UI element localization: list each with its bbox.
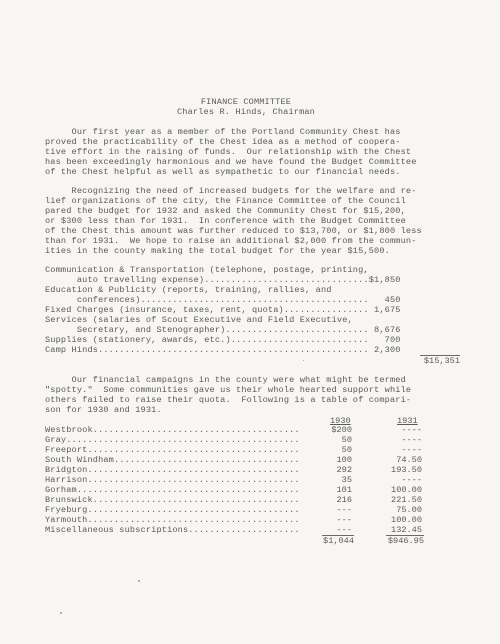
text-line: has been exceedingly harmonious and we have found the Budget Committee xyxy=(45,157,417,167)
chairman-line: Charles R. Hinds, Chairman xyxy=(177,107,315,117)
section-title: FINANCE COMMITTEE xyxy=(200,97,292,107)
budget-line: Supplies (stationery, awards, etc.).......................... 700 xyxy=(45,335,401,345)
town-name: Bridgton........................................ xyxy=(45,465,300,475)
budget-line: Fixed Charges (insurance, taxes, rent, quota)................ 1,675 xyxy=(45,305,401,315)
town-name: Yarmouth........................................ xyxy=(45,515,300,525)
value-1931: 132.45 xyxy=(391,525,422,535)
value-1931: 100.00 xyxy=(391,515,422,525)
town-name: Miscellaneous subscriptions..................... xyxy=(45,525,300,535)
town-name: South Windham................................... xyxy=(45,455,300,465)
header-1931: 1931 xyxy=(397,416,418,426)
value-1930: 50 xyxy=(341,445,352,455)
town-name: Gorham.......................................... xyxy=(45,485,300,495)
text-line: lief organizations of the city, the Finance Committee of the Council xyxy=(45,196,406,206)
value-1931: 75.00 xyxy=(396,505,422,515)
header-1930: 1930 xyxy=(330,416,351,426)
value-1931: 193.50 xyxy=(391,465,422,475)
scan-speck xyxy=(60,612,62,614)
town-name: Freeport........................................ xyxy=(45,445,300,455)
value-1930: $200 xyxy=(331,425,352,435)
value-1930: 100 xyxy=(336,455,352,465)
town-name: Brunswick....................................... xyxy=(45,495,300,505)
budget-line: Education & Publicity (reports, training, rallies, and xyxy=(45,285,332,295)
budget-line: auto travelling expense)...............................$1,850 xyxy=(45,275,401,285)
value-1931: ---- xyxy=(401,445,422,455)
text-line: of the Chest this amount was further reduced to $13,700, or $1,800 less xyxy=(45,226,422,236)
value-1931: 221.50 xyxy=(391,495,422,505)
text-line: tive effort in the raising of funds. Our relationship with the Chest xyxy=(45,147,412,157)
value-1930: 50 xyxy=(341,435,352,445)
text-line: proved the practicability of the Chest idea as a method of coopera- xyxy=(45,137,401,147)
text-line: of the Chest helpful as well as sympathetic to our financial needs. xyxy=(45,167,401,177)
total-1930: $1,044 xyxy=(323,536,354,546)
value-1930: 101 xyxy=(336,485,352,495)
text-line: "spotty." Some communities gave us their whole hearted support while xyxy=(45,385,412,395)
budget-line: Services (salaries of Scout Executive and Field Executive, xyxy=(45,315,353,325)
value-1930: --- xyxy=(336,525,352,535)
scan-speck xyxy=(138,580,140,582)
text-line: or $300 less than for 1931. In conference with the Budget Committee xyxy=(45,216,406,226)
budget-line: Communication & Transportation (telephone, postage, printing, xyxy=(45,265,369,275)
town-name: Harrison........................................ xyxy=(45,475,300,485)
budget-total: $15,351 xyxy=(423,356,460,366)
value-1930: 292 xyxy=(336,465,352,475)
town-name: Gray............................................ xyxy=(45,435,300,445)
budget-line: Secretary, and Stenographer)........................... 8,676 xyxy=(45,325,401,335)
budget-line: Camp Hinds................................................... 2,300 xyxy=(45,345,401,355)
budget-line: conferences)........................................... 450 xyxy=(45,295,401,305)
text-line: Our first year as a member of the Portland Community Chest has xyxy=(45,127,401,137)
value-1930: 35 xyxy=(341,475,352,485)
text-line: ities in the county making the total budget for the year $15,500. xyxy=(45,246,390,256)
value-1930: 216 xyxy=(336,495,352,505)
value-1931: ---- xyxy=(401,425,422,435)
scan-speck xyxy=(303,360,304,361)
town-name: Fryeburg........................................ xyxy=(45,505,300,515)
value-1930: --- xyxy=(336,515,352,525)
value-1931: 74.50 xyxy=(396,455,422,465)
text-line: pared the budget for 1932 and asked the Community Chest for $15,200, xyxy=(45,206,406,216)
text-line: others failed to raise their quota. Following is a table of compari- xyxy=(45,395,412,405)
text-line: Our financial campaigns in the county were what might be termed xyxy=(45,375,406,385)
value-1930: --- xyxy=(336,505,352,515)
value-1931: 100.00 xyxy=(391,485,422,495)
text-line: Recognizing the need of increased budgets for the welfare and re- xyxy=(45,186,417,196)
text-line: than for 1931. We hope to raise an additional $2,000 from the commun- xyxy=(45,236,417,246)
text-line: son for 1930 and 1931. xyxy=(45,405,162,415)
total-1931: $946.95 xyxy=(387,536,424,546)
town-name: Westbrook....................................... xyxy=(45,425,300,435)
value-1931: ---- xyxy=(401,475,422,485)
value-1931: ---- xyxy=(401,435,422,445)
